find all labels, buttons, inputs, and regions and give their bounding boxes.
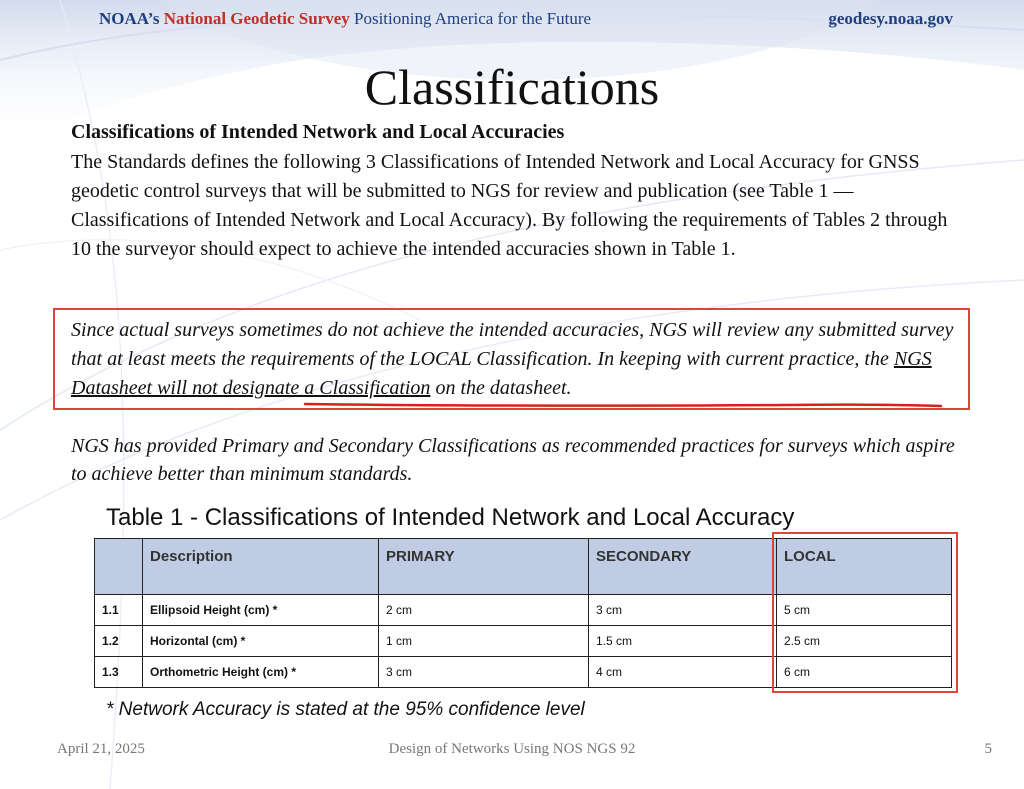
footer-date: April 21, 2025	[57, 741, 145, 757]
header-branding	[99, 9, 591, 29]
header-survey-name: National Geodetic Survey	[163, 9, 350, 28]
row-primary: 2 cm	[379, 595, 589, 626]
callout-text-part2: on the datasheet.	[430, 377, 572, 399]
slide-title: Classifications	[364, 59, 660, 115]
table-header-cell	[95, 539, 143, 595]
header-agency: NOAA’s	[99, 9, 160, 28]
local-column-highlight	[772, 532, 958, 693]
row-number: 1.3	[95, 657, 143, 688]
callout-text	[71, 316, 971, 403]
provided-paragraph: NGS has provided Primary and Secondary Classifications as recommended practices for surveys which aspire to achieve better than minimum standards.	[71, 435, 955, 485]
intro-text: The Standards defines the following 3 Classifications of Intended Network and Local Accuracy for GNSS geodetic control surveys that will be submitted to NGS for review and publication (see Table 1 — Classifications of Intended Network and Local Accuracy). By following the requirements of Tables 2 through 10 the surveyor should expect to achieve the intended accuracies shown in Table 1.	[71, 151, 948, 260]
slide-subtitle: Classifications of Intended Network and Local Accuracies	[71, 121, 565, 143]
callout-underlined-text: NGS Datasheet will not designate a Classification	[71, 348, 932, 399]
row-description: Horizontal (cm) *	[143, 626, 379, 657]
red-underline-mark	[303, 401, 943, 413]
row-description: Orthometric Height (cm) *	[143, 657, 379, 688]
table-header-cell: LOCAL	[777, 539, 952, 595]
header-tagline: Positioning America for the Future	[354, 9, 592, 28]
table-header-cell: PRIMARY	[379, 539, 589, 595]
row-number: 1.2	[95, 626, 143, 657]
row-local: 2.5 cm	[777, 626, 952, 657]
header-website-link[interactable]: geodesy.noaa.gov	[828, 9, 953, 28]
row-primary: 3 cm	[379, 657, 589, 688]
table-header-cell: Description	[143, 539, 379, 595]
row-secondary: 4 cm	[589, 657, 777, 688]
intro-paragraph	[71, 148, 971, 264]
row-number: 1.1	[95, 595, 143, 626]
table-header-cell: SECONDARY	[589, 539, 777, 595]
row-secondary: 3 cm	[589, 595, 777, 626]
row-secondary: 1.5 cm	[589, 626, 777, 657]
table-footnote: * Network Accuracy is stated at the 95% confidence level	[106, 699, 585, 720]
row-description: Ellipsoid Height (cm) *	[143, 595, 379, 626]
row-primary: 1 cm	[379, 626, 589, 657]
callout-text-part1: Since actual surveys sometimes do not achieve the intended accuracies, NGS will review any submitted survey that at least meets the requirements of the LOCAL Classification. In keeping with current practice, the	[71, 319, 954, 370]
row-local: 6 cm	[777, 657, 952, 688]
row-local: 5 cm	[777, 595, 952, 626]
footer-page-number: 5	[984, 741, 992, 757]
footer-title: Design of Networks Using NOS NGS 92	[388, 741, 636, 757]
table-caption: Table 1 - Classifications of Intended Network and Local Accuracy	[106, 504, 795, 531]
